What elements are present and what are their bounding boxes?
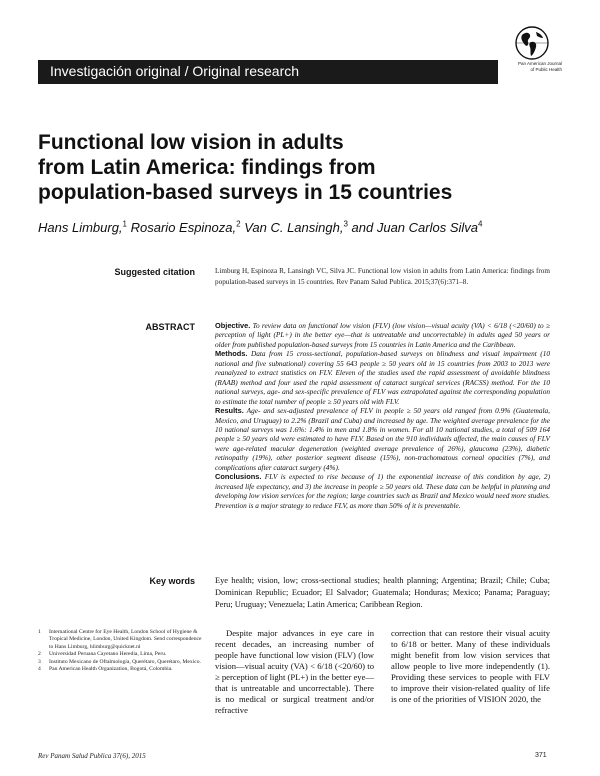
abstract-conclusions: Conclusions. FLV is expected to rise because of 1) the exponential increase of this condition by age, 2) increased life expectancy, and 3) the increase in people ≥ 50 years old. These data can be helpful in planning and developing low vision services for the region; large countries such as Brazil and Mexico would need more studies. Prevention is a major strategy to reduce FLV, as more than 50% of it is preventable.	[215, 472, 551, 510]
author: Rosario Espinoza,$^2$	[130, 220, 241, 236]
keywords-text: Eye health; vision, low; cross-sectional studies; health planning; Argentina; Brazil; Chile; Cuba; Dominican Republic; Ecuador; El Salvador; Guatemala; Honduras; Mexico; Panama; Paraguay; Peru; Uruguay; Venezuela; Latin America; Caribbean Region.	[215, 576, 550, 609]
logo-line-2: of Public Health	[530, 66, 562, 72]
footnote: 3 Instituto Mexicano de Oftalmología, Querétaro, Querétaro, Mexico.	[38, 658, 201, 665]
abstract-results: Results. Age- and sex-adjusted prevalence of FLV in people ≥ 50 years old ranged from 0.9% (Guatemala, Mexico, and Uruguay) to 2.2% (Brazil and Cuba) and increased by age. The weighted average prevalence for the 10 national surveys was 1.6%: 1.4% in men and 1.8% in women. For all 10 national studies, a total of 509 164 people ≥ 50 years old were estimated to have FLV. Based on the 910 individuals affected, the main causes of FLV were age-related macular degeneration (weighted average prevalence of 26%), glaucoma (23%), diabetic retinopathy (19%), other posterior segment disease (15%), non-trachomatous corneal opacities (7%), and complications after cataract surgery (4%).	[215, 406, 550, 472]
abstract-objective: Objective. To review data on functional low vision (FLV) (low vision—visual acuity (VA) < 6/18 (<20/60) to ≥ perception of light (PL+) in the better eye—that is untreatable and uncorrectable) in adults aged 50 years or older from published population-based surveys from 15 countries in Latin America and the Caribbean.	[215, 321, 550, 349]
keywords-label: Key words	[149, 576, 195, 586]
footnote: 2 Universidad Peruana Cayetano Heredia, Lima, Peru.	[38, 651, 167, 658]
citation-label: Suggested citation	[114, 267, 195, 277]
abstract-body	[215, 321, 550, 510]
body-column-1: Despite major advances in eye care in recent decades, an increasing number of people have functional low vision (FLV) (low vision—visual acuity (VA) < 6/18 (<20/60) to ≥ perception of light (PL+) in the better eye—that is untreatable and uncorrectable). There is no medical or surgical treatment and/or refractive	[215, 628, 374, 716]
section-header-band	[38, 60, 498, 84]
author: Van C. Lansingh,$^3$	[244, 220, 348, 236]
footer-journal: Rev Panam Salud Publica 37(6), 2015	[38, 752, 146, 760]
author: and Juan Carlos Silva$^4$	[351, 220, 483, 236]
abstract-methods: Methods. Data from 15 cross-sectional, population-based surveys on blindness and visual impairment (10 national and five subnational) covering 55 643 people ≥ 50 years old in 15 countries from 2003 to 2013 were reanalyzed to extract statistics on FLV. Eleven of the studies used the rapid assessment of avoidable blindness (RAAB) method and four used the rapid assessment of cataract surgical services (RACSS) method. For the 10 national surveys, age- and sex-specific prevalence of FLV was extrapolated against the corresponding population to estimate the total number of people ≥ 50 years old with FLV.	[215, 349, 551, 406]
article-title: Functional low vision in adults from Latin America: findings from population-based surveys in 15 countries	[38, 131, 453, 204]
journal-logo	[500, 26, 564, 84]
globe-icon	[515, 26, 549, 60]
logo-line-1: Pan American Journal	[517, 61, 562, 66]
author-list	[38, 220, 568, 235]
section-label: Investigación original / Original research	[50, 63, 300, 79]
affiliation-footnotes	[38, 629, 203, 673]
citation-text: Limburg H, Espinoza R, Lansingh VC, Silva JC. Functional low vision in adults from Latin America: findings from population-based surveys in 15 countries. Rev Panam Salud Publica. 2015;37(6):371–8.	[215, 267, 550, 286]
footnote: 1 International Centre for Eye Health, London School of Hygiene & Tropical Medicine, London, United Kingdom. Send correspondence to Hans Limburg, hlimburg@quicknet.nl	[38, 629, 202, 650]
body-column-2: correction that can restore their visual acuity to 6/18 or better. Many of these individuals might benefit from low vision services that allow people to live more independently (1). Providing these services to people with FLV to improve their vision-related quality of life is one of the priorities of VISION 2020, the	[391, 628, 550, 705]
page-number: 371	[535, 752, 547, 759]
abstract-label: ABSTRACT	[145, 322, 195, 332]
footnote: 4 Pan American Health Organization, Bogotá, Colombia.	[38, 666, 173, 673]
author: Hans Limburg,$^1$	[38, 220, 127, 236]
